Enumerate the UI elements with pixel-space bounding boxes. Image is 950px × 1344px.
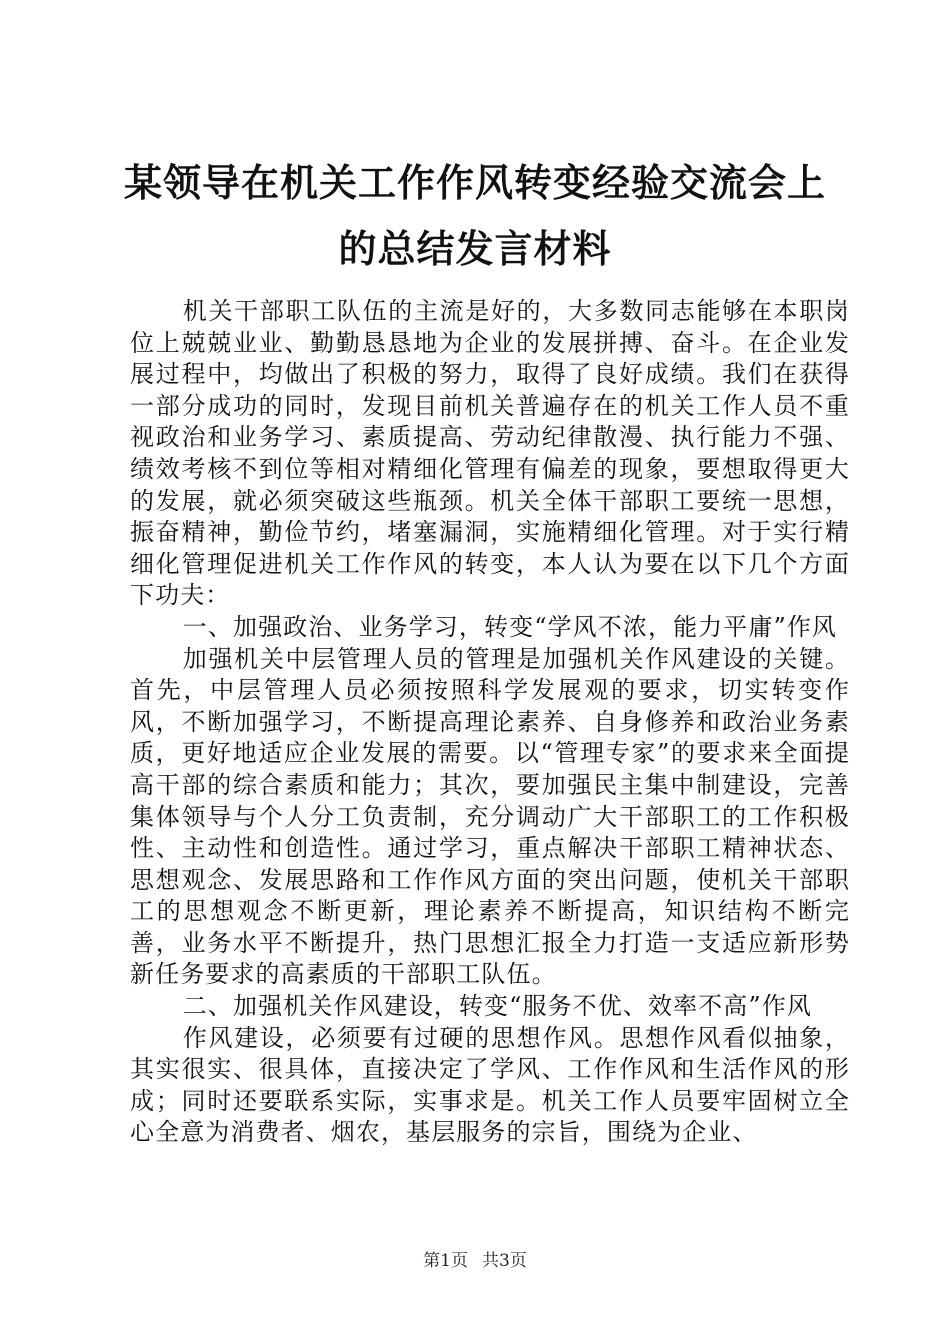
section-heading-2: 二、加强机关作风建设，转变“服务不优、效率不高”作风 (182, 992, 812, 1021)
document-title: 某领导在机关工作作风转变经验交流会上的总结发言材料 (123, 160, 826, 271)
paragraph-intro: 机关干部职工队伍的主流是好的，大多数同志能够在本职岗位上兢兢业业、勤勤恳恳地为企业的发展拼搏、奋斗。在企业发展过程中，均做出了积极的努力，取得了良好成绩。我们在获得一部分成功的同时，发现目前机关普遍存在的机关工作人员不重视政治和业务学习、素质提高、劳动纪律散漫、执行能力不强、绩效考核不到位等相对精细化管理有偏差的现象，要想取得更大的发展，就必须突破这些瓶颈。机关全体干部职工要统一思想，振奋精神，勤俭节约，堵塞漏洞，实施精细化管理。对于实行精细化管理促进机关工作作风的转变，本人认为要在以下几个方面下功夫： (130, 297, 850, 610)
section-heading-1: 一、加强政治、业务学习，转变“学风不浓，能力平庸”作风 (182, 612, 838, 641)
document-body (130, 296, 850, 1149)
paragraph-section-1: 加强机关中层管理人员的管理是加强机关作风建设的关键。首先，中层管理人员必须按照科学发展观的要求，切实转变作风，不断加强学习，不断提高理论素养、自身修养和政治业务素质，更好地适应企业发展的需要。以“管理专家”的要求来全面提高干部的综合素质和能力；其次，要加强民主集中制建设，完善集体领导与个人分工负责制，充分调动广大干部职工的工作积极性、主动性和创造性。通过学习，重点解决干部职工精神状态、思想观念、发展思路和工作作风方面的突出问题，使机关干部职工的思想观念不断更新，理论素养不断提高，知识结构不断完善，业务水平不断提升，热门思想汇报全力打造一支适应新形势新任务要求的高素质的干部职工队伍。 (130, 644, 850, 989)
page-number: 第1页 (423, 1251, 468, 1271)
page-total: 共3页 (482, 1251, 527, 1271)
paragraph-section-2: 作风建设，必须要有过硬的思想作风。思想作风看似抽象，其实很实、很具体，直接决定了学风、工作作风和生活作风的形成；同时还要联系实际，实事求是。机关工作人员要牢固树立全心全意为消费者、烟农，基层服务的宗旨，围绕为企业、 (130, 1023, 850, 1147)
page-footer (0, 1246, 950, 1271)
